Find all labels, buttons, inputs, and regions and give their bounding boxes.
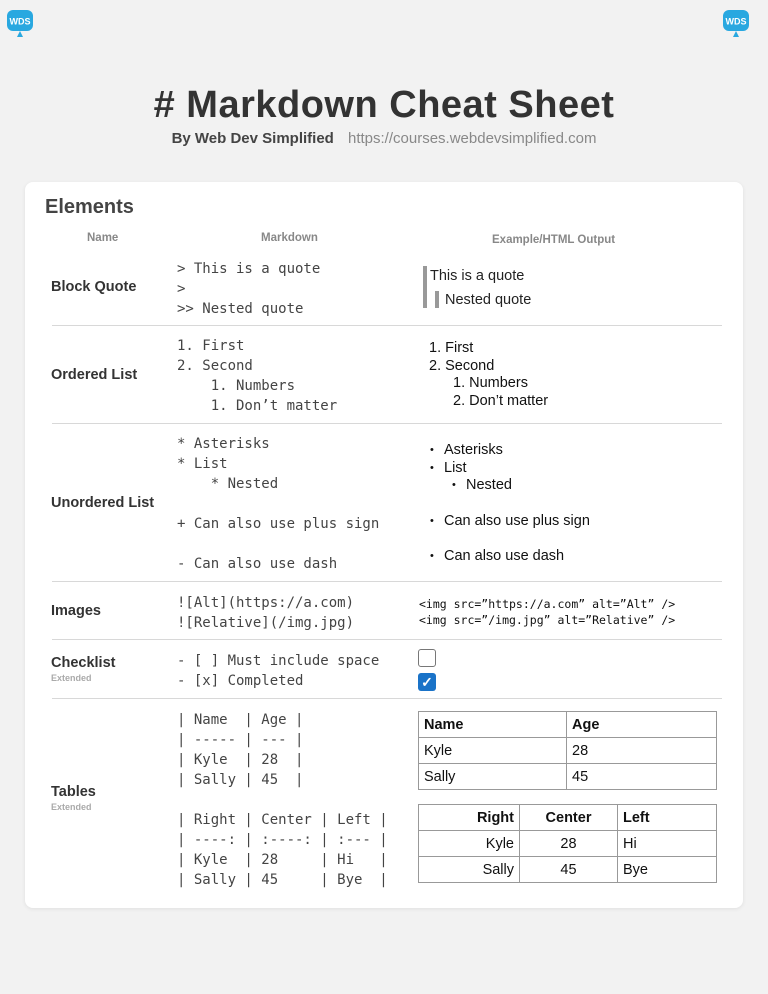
quote-bar	[423, 266, 427, 308]
unordered-list-markdown: * Asterisks * List * Nested + Can also use plus sign - Can also use dash	[177, 436, 380, 572]
images-output: <img src=”https://a.com” alt=”Alt” /> <img src=”/img.jpg” alt=”Relative” />	[419, 597, 676, 627]
nested-quote-bar	[435, 291, 439, 308]
table-row: Right Center Left	[419, 805, 717, 831]
row-divider	[52, 639, 722, 640]
row-name-ordered-list: Ordered List	[51, 367, 138, 383]
extended-tag: Extended	[51, 673, 92, 683]
table-markdown-1: | Name | Age | | ----- | --- | | Kyle | 28 | | Sally | 45 |	[177, 712, 304, 788]
row-divider	[52, 423, 722, 424]
author: By Web Dev Simplified	[171, 130, 334, 147]
wds-logo	[6, 8, 34, 38]
nested-quote-text: Nested quote	[445, 292, 532, 308]
wds-logo	[722, 8, 750, 38]
column-header-markdown: Markdown	[261, 232, 318, 244]
quote-text: This is a quote	[430, 268, 525, 284]
ordered-list-markdown: 1. First 2. Second 1. Numbers 1. Don’t matter	[177, 338, 338, 414]
column-header-output: Example/HTML Output	[492, 234, 616, 246]
example-table-2	[418, 804, 717, 883]
svg-text:WDS: WDS	[725, 16, 747, 27]
example-table-1	[418, 711, 717, 790]
table-markdown-2: | Right | Center | Left | | ----: | :----: | :--- | | Kyle | 28 | Hi | | Sally | 45 | Bye |	[177, 812, 388, 888]
column-header-name: Name	[87, 232, 119, 244]
blockquote-markdown: > This is a quote > >> Nested quote	[177, 261, 321, 317]
list-item: • Nested	[430, 477, 590, 495]
course-url: https://courses.webdevsimplified.com	[348, 130, 597, 147]
extended-tag: Extended	[51, 802, 92, 812]
list-item: • Can also use plus sign	[430, 513, 590, 531]
list-item: • List	[430, 460, 590, 478]
row-name-tables: Tables Extended	[51, 784, 96, 812]
row-name-unordered-list: Unordered List	[51, 495, 155, 511]
svg-text:WDS: WDS	[9, 16, 31, 27]
row-name-images: Images	[51, 603, 101, 619]
page-title: # Markdown Cheat Sheet	[153, 84, 615, 126]
table-row: Sally 45 Bye	[419, 857, 717, 883]
elements-card	[25, 182, 743, 908]
checklist-markdown: - [ ] Must include space - [x] Completed	[177, 653, 380, 689]
list-item: • Asterisks	[430, 442, 590, 460]
ordered-list-output: 1. First 2. Second 1. Numbers 2. Don’t matter	[429, 340, 549, 409]
unordered-list-output	[430, 442, 590, 566]
unchecked-checkbox[interactable]	[418, 649, 436, 667]
row-name-blockquote: Block Quote	[51, 279, 137, 295]
row-divider	[52, 698, 722, 699]
row-name-checklist: Checklist Extended	[51, 655, 116, 683]
images-markdown: ![Alt](https://a.com) ![Relative](/img.jpg)	[177, 595, 355, 631]
checked-checkbox[interactable]: ✓	[418, 673, 436, 691]
table-row: Kyle 28 Hi	[419, 831, 717, 857]
subtitle	[0, 130, 768, 147]
row-divider	[52, 581, 722, 582]
table-row: Name Age	[419, 712, 717, 738]
table-row: Sally 45	[419, 764, 717, 790]
row-divider	[52, 325, 722, 326]
section-title: Elements	[45, 196, 134, 218]
table-row: Kyle 28	[419, 738, 717, 764]
list-item: • Can also use dash	[430, 548, 590, 566]
